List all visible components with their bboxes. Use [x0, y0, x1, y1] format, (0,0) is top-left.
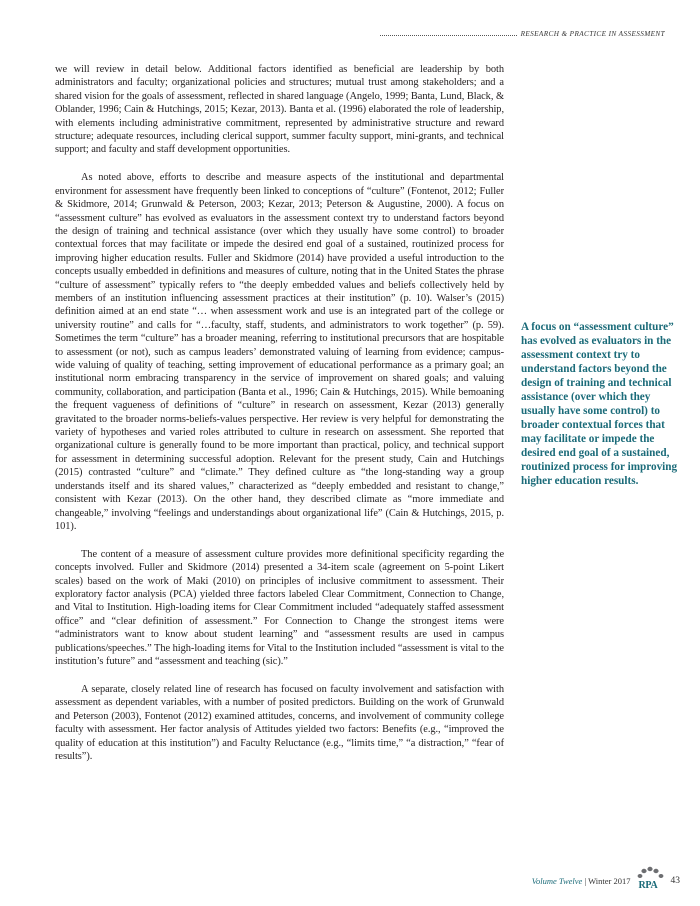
rpa-paw-logo-icon — [636, 866, 666, 896]
paragraph-4: A separate, closely related line of research has focused on faculty involvement and satisfaction with assessment as dependent variables, with a number of posited predictors. Building on the work of Grunwald and Peterson (2003), Fontenot (2012) examined attitudes, concerns, and involvement of community college faculty with assessment. Her factor analysis of Attitudes yielded two factors: Benefits (e.g., “improved the quality of education at this institution”) and Faculty Reluctance (e.g., “limits time,” “a distraction,” “fear of results”). — [55, 683, 504, 762]
issue-label: Winter 2017 — [588, 876, 631, 886]
volume-info — [532, 876, 631, 886]
article-body — [55, 63, 504, 778]
volume-label: Volume Twelve — [531, 876, 583, 886]
paragraph-3: The content of a measure of assessment culture provides more definitional specificity regarding the concepts involved. Fuller and Skidmore (2014) presented a 34-item scale (agreement on 5-point Likert scales) based on the work of Maki (2010) on principles of inclusive commitment to assessment. Their exploratory factor analysis (PCA) yielded three factors labeled Clear Commitment, Connection to Change, and Vital to Institution. High-loading items for Clear Commitment included “adequately staffed assessment office” and “clear definition of assessment.” For Connection to Change the strongest items were “administrators want to know about student learning” and “assessment results are used in campus publications/speeches.” The high-loading items for Vital to the Institution included “assessment is vital to the institution’s future” and “assessment and teaching (sic).” — [55, 548, 504, 668]
page-footer — [508, 866, 680, 896]
header-dotted-rule — [380, 35, 517, 36]
volume-separator: | — [582, 876, 589, 886]
running-header — [380, 30, 665, 38]
paragraph-1: we will review in detail below. Additional factors identified as beneficial are leadership by both administrators and faculty; organizational policies and structures; mutual trust among stakeholders; and a shared vision for the goals of assessment, reflected in shared language (Angelo, 1999; Banta, Lund, Black, & Oblander, 1996; Cain & Hutchings, 2015; Kezar, 2013). Banta et al. (1996) elaborated the role of leadership, with elements including administrative commitment, represented by administrative structure and reward structure; adequate resources, including clerical support, summer faculty support, mini-grants, and technical support; and faculty and staff development opportunities. — [55, 64, 504, 156]
page-number: 43 — [670, 876, 680, 886]
running-title: RESEARCH & PRACTICE IN ASSESSMENT — [520, 30, 665, 38]
logo-text: RPA — [638, 880, 658, 891]
pull-quote: A focus on “assessment culture” has evolved as evaluators in the assessment context try to understand factors beyond the design of training and technical assistance (over which they usually have some control) to broader contextual forces that may facilitate or impede the desired end goal of a sustained, routinized process for improving higher education results. — [521, 321, 678, 487]
paragraph-2: As noted above, efforts to describe and measure aspects of the institutional and departmental environment for assessment have frequently been linked to conceptions of “culture” (Fontenot, 2012; Fuller & Skidmore, 2014; Grunwald & Peterson, 2003; Kezar, 2013; Peterson & Augustine, 2000). A focus on “assessment culture” has evolved as evaluators in the assessment context try to understand factors beyond the design of training and technical assistance (over which they usually have some control) to broader contextual forces that may facilitate or impede the desired end goal of a sustained, routinized process for improving higher education results. Fuller and Skidmore (2014) have provided a useful introduction to the concepts usually embedded in definitions and measures of culture, noting that in the United States the phrase “culture of assessment” typically refers to “the deeply embedded values and beliefs collectively held by members of an institution influencing assessment practices at their institution” (p. 10). Walser’s (2015) definition aimed at an end state “… when assessment work and use is an integrated part of the college or university routine” and calls for “…faculty, staff, students, and administrators to work together” (p. 59). Sometimes the term “culture” has a broader meaning, referring to institutional precursors that are hospitable to assessment (or not), such as campus leaders’ demonstrated valuing of learning from evidence; campus-wide valuing of quality of teaching, setting improvement of educational performance as a primary goal; an institutional norm embracing transparency in the service of improvement on shared goals; and valuing community, collaboration, and participation (Banta et al., 1996; Cain & Hutchings, 2015). While bemoaning the frequent vagueness of definitions of “culture” in research on assessment, Kezar (2013) generally gravitated to the broader norms-beliefs-values perspective. Her review is very helpful for demonstrating the variety of hypotheses and varied roles attributed to culture in research on assessment. She reported that organizational culture is generally found to be more important than practical, policy, and technical support for assessment in determining successful adoption. Relevant for the present study, Cain and Hutchings (2015) contrasted “culture” and “climate.” They defined culture as “the long-standing way a group understands itself and its shared values,” characterized as “deeply embedded and resistant to change,” consistent with Kezar (2013). On the other hand, they described climate as “more immediate and changeable,” involving “feelings and understandings about organizational life” (Cain & Hutchings, 2015, p. 101). — [55, 172, 504, 532]
